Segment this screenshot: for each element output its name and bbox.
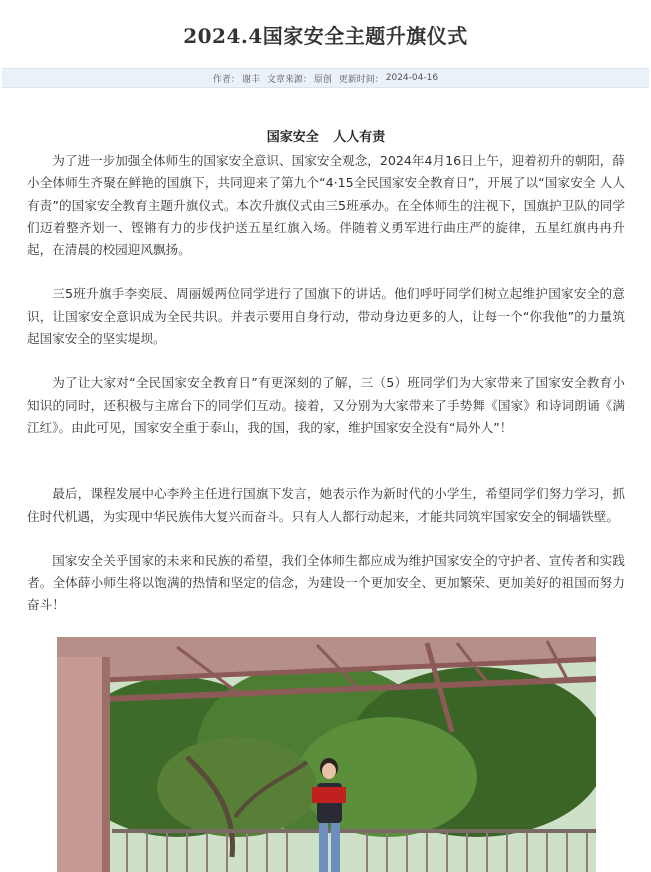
paragraph-3: 为了让大家对“全民国家安全教育日”有更深刻的了解，三（5）班同学们为大家带来了国家安全教育小知识的同时，还积极与主席台下的同学们互动。接着，又分别为大家带来了手势舞《国家》和诗词朗诵《满江红》。由此可见，国家安全重于泰山，我的国，我的家，维护国家安全没有“局外人”！ xyxy=(27,375,625,435)
updated-label: 更新时间： xyxy=(338,74,384,85)
paragraph-2: 三5班升旗手李奕辰、周丽媛两位同学进行了国旗下的讲话。他们呼吁同学们树立起维护国家安全的意识，让国家安全意识成为全民共识。并表示要用自身行动，带动身边更多的人，让每一个“你我他”的力量筑起国家安全的坚实堤坝。 xyxy=(27,286,625,347)
paragraph-1: 为了进一步加强全体师生的国家安全意识、国家安全观念，2024年4月16日上午，迎着初升的朝阳，薛小全体师生齐聚在鲜艳的国旗下，共同迎来了第九个“4·15全民国家安全教育日”，开展了以“国家安全 人人有责”的国家安全教育主题升旗仪式。本次升旗仪式由三5班承办。在全体师生的注视下，国旗护卫队的同学们迈着整齐划一、铿锵有力的步伐护送五星红旗入场。伴随着义勇军进行曲庄严的旋律，五星红旗冉冉升起，在清晨的校园迎风飘扬。 xyxy=(27,153,625,258)
article-body xyxy=(27,128,625,617)
paragraph-4: 最后，课程发展中心李羚主任进行国旗下发言，她表示作为新时代的小学生，希望同学们努力学习，抓住时代机遇，为实现中华民族伟大复兴而奋斗。只有人人都行动起来，才能共同筑牢国家安全的铜墙铁壁。 xyxy=(27,486,625,524)
article-subtitle: 国家安全 人人有责 xyxy=(266,130,386,145)
photo-student-speaking-icon xyxy=(57,637,596,872)
source-label: 文章来源： xyxy=(266,74,312,85)
article-photo xyxy=(57,637,596,872)
article-meta-bar xyxy=(2,68,649,88)
updated-value: 2024-04-16 xyxy=(385,73,439,83)
page-title: 2024.4国家安全主题升旗仪式 xyxy=(183,23,468,48)
author-label: 作者： xyxy=(212,74,240,85)
author-name: 谢丰 xyxy=(241,74,260,85)
source-value: 原创 xyxy=(313,74,332,85)
paragraph-5: 国家安全关乎国家的未来和民族的希望，我们全体师生都应成为维护国家安全的守护者、宣传者和实践者。全体薛小师生将以饱满的热情和坚定的信念，为建设一个更加安全、更加繁荣、更加美好的祖国而努力奋斗！ xyxy=(27,552,625,613)
